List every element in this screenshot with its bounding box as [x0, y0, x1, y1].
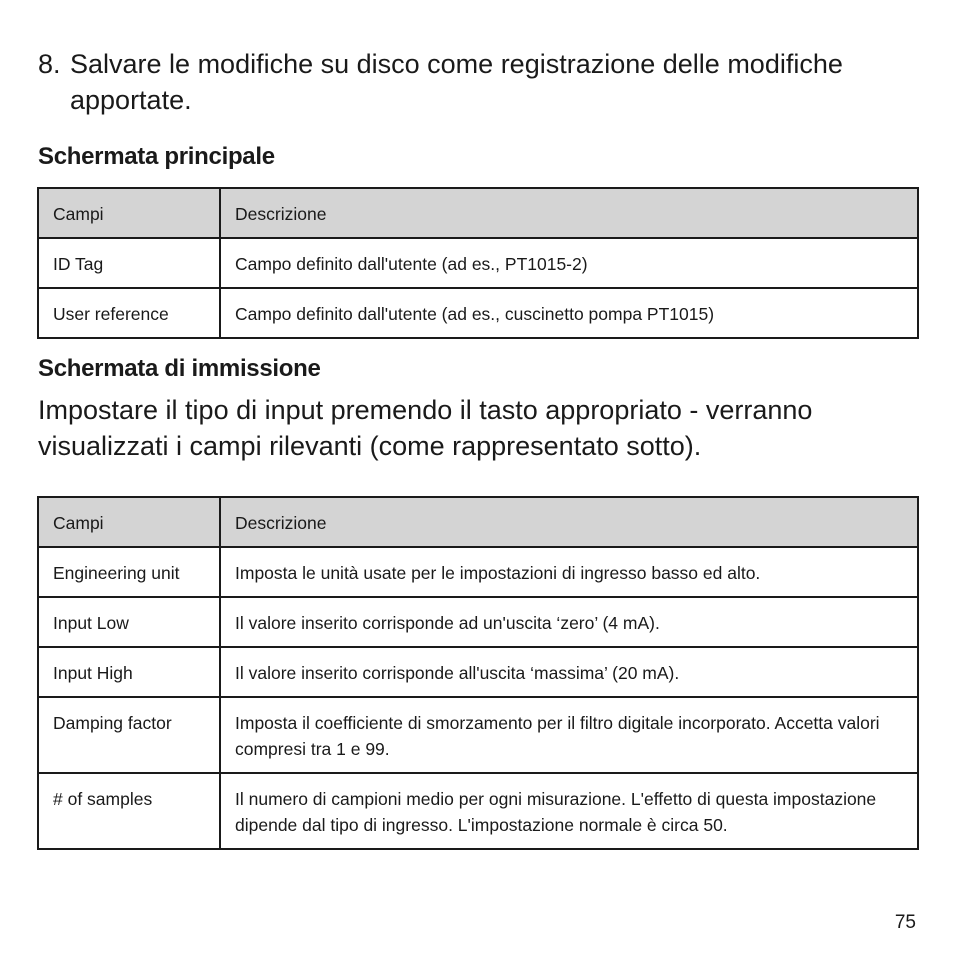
main-screen-table — [37, 187, 919, 339]
table-row — [38, 773, 918, 849]
description-cell: Il valore inserito corrisponde ad un'uscita ‘zero’ (4 mA). — [220, 597, 918, 647]
description-cell: Il valore inserito corrisponde all'uscita ‘massima’ (20 mA). — [220, 647, 918, 697]
description-cell: Imposta il coefficiente di smorzamento per il filtro digitale incorporato. Accetta valori compresi tra 1 e 99. — [220, 697, 918, 773]
description-cell: Il numero di campioni medio per ogni misurazione. L'effetto di questa impostazione dipende dal tipo di ingresso. L'impostazione normale è circa 50. — [220, 773, 918, 849]
field-cell: # of samples — [38, 773, 220, 849]
table-row — [38, 547, 918, 597]
table-row — [38, 238, 918, 288]
step-number: 8. — [38, 49, 61, 79]
section-heading-input-screen: Schermata di immissione — [38, 355, 321, 382]
page-number: 75 — [894, 912, 916, 933]
table-header-row — [38, 497, 918, 547]
column-header-fields: Campi — [38, 497, 220, 547]
description-cell: Imposta le unità usate per le impostazioni di ingresso basso ed alto. — [220, 547, 918, 597]
step-8 — [38, 46, 928, 118]
column-header-fields: Campi — [38, 188, 220, 238]
table-row — [38, 288, 918, 338]
field-cell: Engineering unit — [38, 547, 220, 597]
table-row — [38, 597, 918, 647]
field-cell: ID Tag — [38, 238, 220, 288]
field-cell: Damping factor — [38, 697, 220, 773]
table-row — [38, 647, 918, 697]
description-cell: Campo definito dall'utente (ad es., cuscinetto pompa PT1015) — [220, 288, 918, 338]
table-row — [38, 697, 918, 773]
table-header-row — [38, 188, 918, 238]
field-cell: Input Low — [38, 597, 220, 647]
description-cell: Campo definito dall'utente (ad es., PT1015-2) — [220, 238, 918, 288]
intro-paragraph: Impostare il tipo di input premendo il tasto appropriato - verranno visualizzati i campi rilevanti (come rappresentato sotto). — [38, 395, 813, 461]
input-screen-table — [37, 496, 919, 850]
section-heading-main-screen: Schermata principale — [38, 143, 275, 170]
column-header-description: Descrizione — [220, 188, 918, 238]
field-cell: User reference — [38, 288, 220, 338]
column-header-description: Descrizione — [220, 497, 918, 547]
step-text: Salvare le modifiche su disco come registrazione delle modifiche apportate. — [70, 49, 843, 115]
field-cell: Input High — [38, 647, 220, 697]
